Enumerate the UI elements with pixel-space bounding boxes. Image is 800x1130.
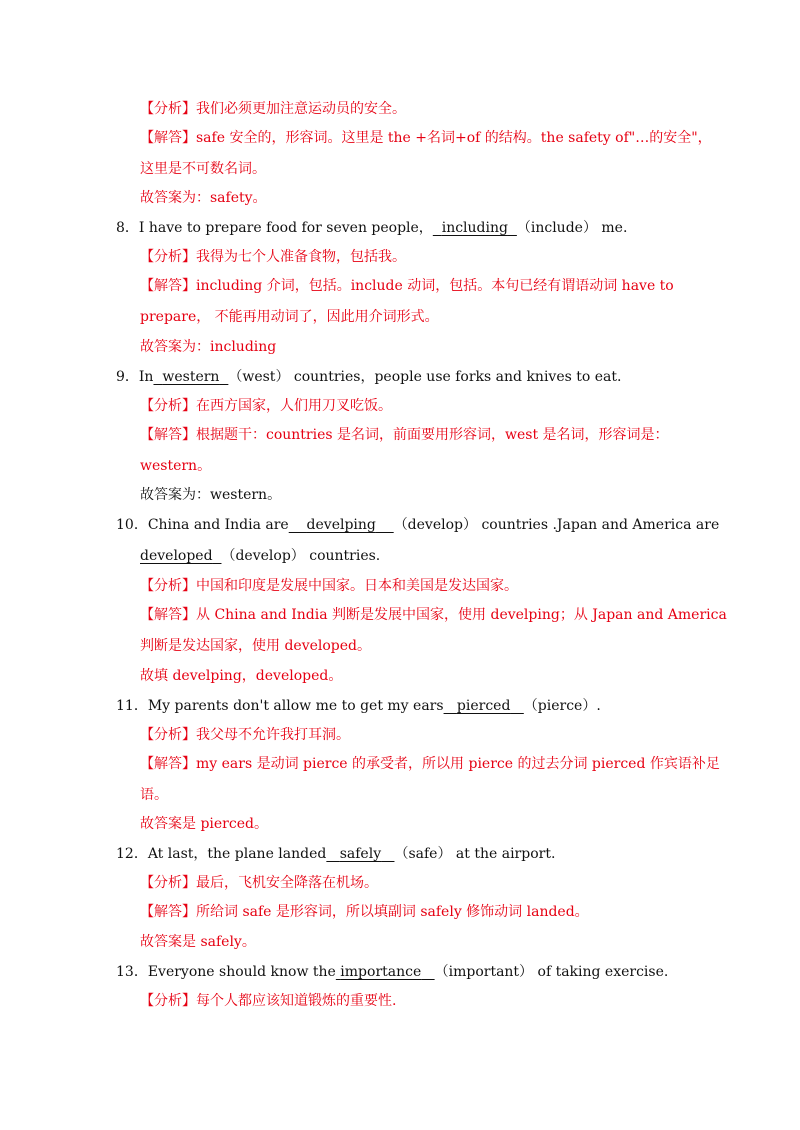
question-hint: （develop） countries .Japan and America are xyxy=(393,517,720,533)
question-hint: （develop） countries. xyxy=(221,548,381,564)
question-12 xyxy=(116,845,555,863)
answer-text-cont: 这里是不可数名词。 xyxy=(140,161,266,177)
answer-key: 故答案是 pierced。 xyxy=(140,816,268,832)
answer-text: 【解答】my ears 是动词 pierce 的承受者，所以用 pierce 的过去分词 pierced 作宾语补足 xyxy=(140,756,720,772)
answer-key: 故答案为：including xyxy=(140,339,277,355)
answer-blank: pierced xyxy=(456,698,511,714)
question-hint: （include） me. xyxy=(516,220,628,236)
question-hint: （west） countries，people use forks and knives to eat. xyxy=(228,369,622,385)
answer-text-cont: 判断是发达国家，使用 developed。 xyxy=(140,638,372,654)
analysis-text: 【分析】在西方国家，人们用刀叉吃饭。 xyxy=(140,398,392,414)
question-hint: （pierce）. xyxy=(523,698,601,714)
question-10-cont xyxy=(140,547,380,565)
answer-blank: develping xyxy=(306,517,376,533)
question-10 xyxy=(116,516,719,534)
question-stem: 12．At last，the plane landed xyxy=(116,846,327,862)
question-stem: 10．China and India are xyxy=(116,517,289,533)
answer-blank: importance xyxy=(340,964,422,980)
answer-text: 【解答】safe 安全的，形容词。这里是 the +名词+of 的结构。the safety of"…的安全"， xyxy=(140,130,712,146)
question-stem: 8．I have to prepare food for seven people， xyxy=(116,220,433,236)
analysis-text: 【分析】我父母不允许我打耳洞。 xyxy=(140,727,350,743)
analysis-text: 【分析】我们必须更加注意运动员的安全。 xyxy=(140,101,406,117)
answer-text: 【解答】including 介词，包括。include 动词，包括。本句已经有谓语动词 have to xyxy=(140,278,674,294)
answer-key: 故答案是 safely。 xyxy=(140,934,256,950)
answer-key: 故填 develping，developed。 xyxy=(140,668,343,684)
question-9 xyxy=(116,368,621,386)
analysis-text: 【分析】每个人都应该知道锻炼的重要性. xyxy=(140,993,397,1009)
answer-key: 故答案为：safety。 xyxy=(140,190,267,206)
answer-text: 【解答】根据题干：countries 是名词，前面要用形容词，west 是名词，形容词是： xyxy=(140,427,669,443)
answer-blank: western xyxy=(162,369,220,385)
answer-text-cont: prepare， 不能再用动词了，因此用介词形式。 xyxy=(140,309,439,325)
answer-text-cont: western。 xyxy=(140,458,212,474)
analysis-text: 【分析】最后，飞机安全降落在机场。 xyxy=(140,875,378,891)
analysis-text: 【分析】中国和印度是发展中国家。日本和美国是发达国家。 xyxy=(140,578,518,594)
question-stem: 9．In xyxy=(116,369,154,385)
question-stem: 13．Everyone should know the xyxy=(116,964,336,980)
answer-text-cont: 语。 xyxy=(140,787,168,803)
analysis-text: 【分析】我得为七个人准备食物，包括我。 xyxy=(140,249,406,265)
question-8 xyxy=(116,219,627,237)
question-13 xyxy=(116,963,668,981)
answer-blank: including xyxy=(441,220,508,236)
answer-blank: safely xyxy=(339,846,382,862)
question-stem: 11．My parents don't allow me to get my ears xyxy=(116,698,444,714)
question-hint: （safe） at the airport. xyxy=(394,846,556,862)
question-11 xyxy=(116,697,601,715)
answer-blank: developed xyxy=(140,548,213,564)
answer-text: 【解答】从 China and India 判断是发展中国家，使用 develping；从 Japan and America xyxy=(140,607,727,623)
answer-key: 故答案为：western。 xyxy=(140,487,282,503)
answer-text: 【解答】所给词 safe 是形容词，所以填副词 safely 修饰动词 landed。 xyxy=(140,904,589,920)
question-hint: （important） of taking exercise. xyxy=(434,964,669,980)
